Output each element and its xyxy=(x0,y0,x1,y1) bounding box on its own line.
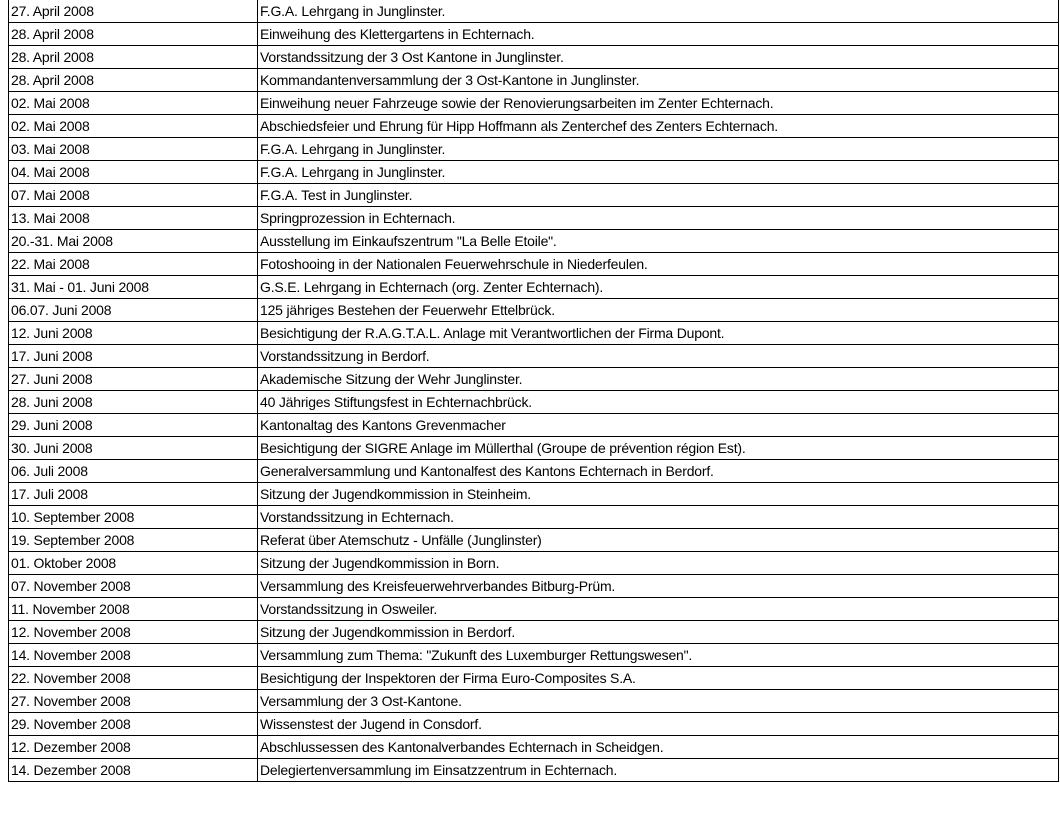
events-table-body xyxy=(9,0,1059,782)
event-cell: 125 jähriges Bestehen der Feuerwehr Ettelbrück. xyxy=(258,299,1059,322)
event-cell: Versammlung des Kreisfeuerwehrverbandes Bitburg-Prüm. xyxy=(258,575,1059,598)
event-cell: Fotoshooing in der Nationalen Feuerwehrschule in Niederfeulen. xyxy=(258,253,1059,276)
table-row xyxy=(9,736,1059,759)
date-cell: 28. April 2008 xyxy=(9,23,258,46)
date-cell: 12. November 2008 xyxy=(9,621,258,644)
date-cell: 14. November 2008 xyxy=(9,644,258,667)
date-cell: 17. Juli 2008 xyxy=(9,483,258,506)
table-row xyxy=(9,598,1059,621)
event-cell: Sitzung der Jugendkommission in Born. xyxy=(258,552,1059,575)
table-row xyxy=(9,437,1059,460)
event-cell: Akademische Sitzung der Wehr Junglinster. xyxy=(258,368,1059,391)
event-cell: Vorstandssitzung in Echternach. xyxy=(258,506,1059,529)
date-cell: 12. Dezember 2008 xyxy=(9,736,258,759)
event-cell: Vorstandssitzung in Osweiler. xyxy=(258,598,1059,621)
date-cell: 13. Mai 2008 xyxy=(9,207,258,230)
event-cell: Versammlung zum Thema: "Zukunft des Luxemburger Rettungswesen". xyxy=(258,644,1059,667)
table-row xyxy=(9,713,1059,736)
table-row xyxy=(9,207,1059,230)
event-cell: Abschlussessen des Kantonalverbandes Echternach in Scheidgen. xyxy=(258,736,1059,759)
event-cell: Generalversammlung und Kantonalfest des Kantons Echternach in Berdorf. xyxy=(258,460,1059,483)
table-row xyxy=(9,483,1059,506)
table-row xyxy=(9,690,1059,713)
event-cell: Besichtigung der SIGRE Anlage im Müllerthal (Groupe de prévention région Est). xyxy=(258,437,1059,460)
event-cell: F.G.A. Test in Junglinster. xyxy=(258,184,1059,207)
event-cell: Referat über Atemschutz - Unfälle (Junglinster) xyxy=(258,529,1059,552)
event-cell: Besichtigung der R.A.G.T.A.L. Anlage mit Verantwortlichen der Firma Dupont. xyxy=(258,322,1059,345)
date-cell: 02. Mai 2008 xyxy=(9,115,258,138)
date-cell: 06. Juli 2008 xyxy=(9,460,258,483)
table-row xyxy=(9,621,1059,644)
date-cell: 29. Juni 2008 xyxy=(9,414,258,437)
date-cell: 20.-31. Mai 2008 xyxy=(9,230,258,253)
table-row xyxy=(9,391,1059,414)
events-table xyxy=(8,0,1059,782)
table-row xyxy=(9,460,1059,483)
event-cell: G.S.E. Lehrgang in Echternach (org. Zenter Echternach). xyxy=(258,276,1059,299)
table-row xyxy=(9,161,1059,184)
date-cell: 19. September 2008 xyxy=(9,529,258,552)
date-cell: 02. Mai 2008 xyxy=(9,92,258,115)
table-row xyxy=(9,529,1059,552)
event-cell: 40 Jähriges Stiftungsfest in Echternachbrück. xyxy=(258,391,1059,414)
event-cell: Kantonaltag des Kantons Grevenmacher xyxy=(258,414,1059,437)
table-row xyxy=(9,46,1059,69)
event-cell: F.G.A. Lehrgang in Junglinster. xyxy=(258,138,1059,161)
table-row xyxy=(9,368,1059,391)
table-row xyxy=(9,69,1059,92)
table-row xyxy=(9,644,1059,667)
date-cell: 31. Mai - 01. Juni 2008 xyxy=(9,276,258,299)
event-cell: Abschiedsfeier und Ehrung für Hipp Hoffmann als Zenterchef des Zenters Echternach. xyxy=(258,115,1059,138)
event-cell: Delegiertenversammlung im Einsatzzentrum in Echternach. xyxy=(258,759,1059,782)
event-cell: Kommandantenversammlung der 3 Ost-Kantone in Junglinster. xyxy=(258,69,1059,92)
date-cell: 07. November 2008 xyxy=(9,575,258,598)
event-cell: Versammlung der 3 Ost-Kantone. xyxy=(258,690,1059,713)
table-row xyxy=(9,0,1059,23)
event-cell: Einweihung des Klettergartens in Echternach. xyxy=(258,23,1059,46)
table-row xyxy=(9,23,1059,46)
table-row xyxy=(9,92,1059,115)
date-cell: 28. April 2008 xyxy=(9,46,258,69)
event-cell: Besichtigung der Inspektoren der Firma Euro-Composites S.A. xyxy=(258,667,1059,690)
date-cell: 27. Juni 2008 xyxy=(9,368,258,391)
event-cell: Vorstandssitzung der 3 Ost Kantone in Junglinster. xyxy=(258,46,1059,69)
table-row xyxy=(9,230,1059,253)
event-cell: Springprozession in Echternach. xyxy=(258,207,1059,230)
table-row xyxy=(9,759,1059,782)
table-row xyxy=(9,322,1059,345)
date-cell: 17. Juni 2008 xyxy=(9,345,258,368)
table-row xyxy=(9,184,1059,207)
event-cell: Vorstandssitzung in Berdorf. xyxy=(258,345,1059,368)
table-row xyxy=(9,575,1059,598)
date-cell: 06.07. Juni 2008 xyxy=(9,299,258,322)
table-row xyxy=(9,115,1059,138)
event-cell: Sitzung der Jugendkommission in Berdorf. xyxy=(258,621,1059,644)
event-cell: F.G.A. Lehrgang in Junglinster. xyxy=(258,0,1059,23)
event-cell: Ausstellung im Einkaufszentrum "La Belle Etoile". xyxy=(258,230,1059,253)
date-cell: 27. November 2008 xyxy=(9,690,258,713)
date-cell: 28. Juni 2008 xyxy=(9,391,258,414)
event-cell: Einweihung neuer Fahrzeuge sowie der Renovierungsarbeiten im Zenter Echternach. xyxy=(258,92,1059,115)
date-cell: 14. Dezember 2008 xyxy=(9,759,258,782)
date-cell: 04. Mai 2008 xyxy=(9,161,258,184)
table-row xyxy=(9,276,1059,299)
event-cell: Sitzung der Jugendkommission in Steinheim. xyxy=(258,483,1059,506)
table-row xyxy=(9,414,1059,437)
event-cell: F.G.A. Lehrgang in Junglinster. xyxy=(258,161,1059,184)
table-row xyxy=(9,506,1059,529)
date-cell: 03. Mai 2008 xyxy=(9,138,258,161)
date-cell: 30. Juni 2008 xyxy=(9,437,258,460)
events-table-container xyxy=(8,0,1059,782)
date-cell: 22. November 2008 xyxy=(9,667,258,690)
table-row xyxy=(9,345,1059,368)
date-cell: 01. Oktober 2008 xyxy=(9,552,258,575)
table-row xyxy=(9,138,1059,161)
date-cell: 27. April 2008 xyxy=(9,0,258,23)
date-cell: 12. Juni 2008 xyxy=(9,322,258,345)
date-cell: 07. Mai 2008 xyxy=(9,184,258,207)
date-cell: 10. September 2008 xyxy=(9,506,258,529)
date-cell: 29. November 2008 xyxy=(9,713,258,736)
table-row xyxy=(9,299,1059,322)
date-cell: 11. November 2008 xyxy=(9,598,258,621)
date-cell: 22. Mai 2008 xyxy=(9,253,258,276)
date-cell: 28. April 2008 xyxy=(9,69,258,92)
table-row xyxy=(9,667,1059,690)
table-row xyxy=(9,552,1059,575)
event-cell: Wissenstest der Jugend in Consdorf. xyxy=(258,713,1059,736)
table-row xyxy=(9,253,1059,276)
